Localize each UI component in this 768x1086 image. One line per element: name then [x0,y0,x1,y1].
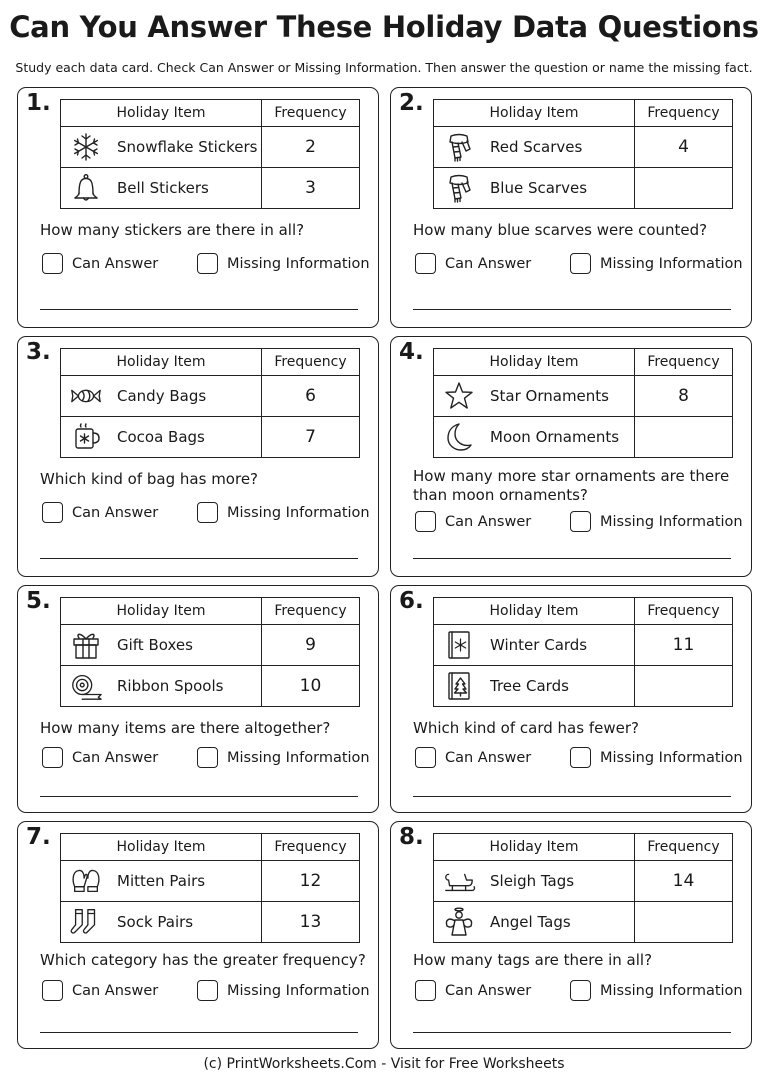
can-answer-checkbox[interactable] [415,980,436,1001]
frequency-cell: 7 [262,417,360,458]
missing-information-option[interactable] [197,980,370,1001]
frequency-cell: 11 [635,625,733,666]
missing-information-option[interactable] [197,253,370,274]
instructions: Study each data card. Check Can Answer or Missing Information. Then answer the question or name the missing fact. [15,60,753,75]
header-holiday-item: Holiday Item [61,349,262,376]
header-frequency: Frequency [262,598,360,625]
item-label: Blue Scarves [490,179,588,197]
missing-information-checkbox[interactable] [570,253,591,274]
header-holiday-item: Holiday Item [61,100,262,127]
can-answer-option[interactable] [42,502,158,523]
missing-information-label: Missing Information [227,749,370,766]
missing-information-option[interactable] [570,253,743,274]
candy-icon [69,380,103,412]
missing-information-checkbox[interactable] [197,980,218,1001]
missing-information-label: Missing Information [227,255,370,272]
item-label: Winter Cards [490,636,588,654]
can-answer-option[interactable] [415,511,531,532]
item-label: Ribbon Spools [117,677,224,695]
can-answer-option[interactable] [42,747,158,768]
item-cell [61,127,262,168]
item-label: Moon Ornaments [490,428,620,446]
table-row [434,127,733,168]
answer-line[interactable] [40,558,358,559]
answer-line[interactable] [413,309,731,310]
table-row [61,168,360,209]
frequency-cell: 13 [262,902,360,943]
can-answer-option[interactable] [42,253,158,274]
cocoa-mug-icon [69,421,103,453]
can-answer-label: Can Answer [72,982,159,999]
frequency-cell: 10 [262,666,360,707]
sleigh-icon [442,865,476,897]
header-holiday-item: Holiday Item [434,100,635,127]
missing-information-option[interactable] [197,747,370,768]
data-card-3 [17,336,379,577]
missing-information-label: Missing Information [600,255,743,272]
missing-information-checkbox[interactable] [570,980,591,1001]
can-answer-label: Can Answer [445,982,532,999]
missing-information-option[interactable] [197,502,370,523]
ribbon-spool-icon [69,670,103,702]
frequency-cell: 14 [635,861,733,902]
can-answer-checkbox[interactable] [415,747,436,768]
table-header-row [61,598,360,625]
item-cell [434,127,635,168]
item-label: Candy Bags [117,387,207,405]
data-table [433,833,733,943]
item-label: Snowflake Stickers [117,138,258,156]
item-cell [61,376,262,417]
answer-line[interactable] [413,558,731,559]
can-answer-label: Can Answer [72,749,159,766]
missing-information-label: Missing Information [227,982,370,999]
can-answer-option[interactable] [415,980,531,1001]
frequency-cell: 12 [262,861,360,902]
scarf-icon [442,131,476,163]
header-frequency: Frequency [262,349,360,376]
table-header-row [61,834,360,861]
item-label: Gift Boxes [117,636,193,654]
missing-information-label: Missing Information [227,504,370,521]
item-label: Tree Cards [490,677,569,695]
bell-icon [69,172,103,204]
header-holiday-item: Holiday Item [434,349,635,376]
can-answer-option[interactable] [415,253,531,274]
can-answer-checkbox[interactable] [415,253,436,274]
header-holiday-item: Holiday Item [434,834,635,861]
moon-icon [442,421,476,453]
angel-icon [442,906,476,938]
item-label: Mitten Pairs [117,872,206,890]
frequency-cell: 2 [262,127,360,168]
table-row [61,625,360,666]
missing-information-option[interactable] [570,511,743,532]
header-frequency: Frequency [262,100,360,127]
question-text: How many more star ornaments are there than moon ornaments? [413,467,730,504]
item-label: Cocoa Bags [117,428,205,446]
table-row [434,168,733,209]
card-number: 7. [26,824,51,850]
table-header-row [61,349,360,376]
missing-information-checkbox[interactable] [570,747,591,768]
item-cell [434,417,635,458]
can-answer-option[interactable] [42,980,158,1001]
question-text: Which category has the greater frequency? [40,951,366,969]
card-number: 2. [399,90,424,116]
data-table [60,99,360,209]
frequency-cell: 8 [635,376,733,417]
tree-card-icon [442,670,476,702]
data-card-5 [17,585,379,813]
data-table [60,348,360,458]
header-frequency: Frequency [635,100,733,127]
answer-line[interactable] [40,309,358,310]
question-text: How many blue scarves were counted? [413,221,708,239]
item-label: Angel Tags [490,913,571,931]
data-table [60,597,360,707]
question-text: Which kind of card has fewer? [413,719,639,737]
data-table [433,348,733,458]
frequency-cell: 9 [262,625,360,666]
header-frequency: Frequency [635,598,733,625]
table-row [434,666,733,707]
page-title: Can You Answer These Holiday Data Questions [9,10,759,44]
header-holiday-item: Holiday Item [61,598,262,625]
frequency-cell [635,902,733,943]
can-answer-checkbox[interactable] [42,253,63,274]
table-row [61,376,360,417]
table-header-row [434,834,733,861]
table-header-row [434,349,733,376]
table-row [434,417,733,458]
frequency-cell: 6 [262,376,360,417]
table-row [434,376,733,417]
data-table [433,99,733,209]
card-number: 3. [26,339,51,365]
can-answer-checkbox[interactable] [42,747,63,768]
question-text: Which kind of bag has more? [40,470,259,488]
can-answer-label: Can Answer [445,749,532,766]
sock-icon [69,906,103,938]
header-holiday-item: Holiday Item [434,598,635,625]
data-card-4 [390,336,752,577]
data-table [433,597,733,707]
header-frequency: Frequency [635,834,733,861]
item-cell [434,861,635,902]
data-card-7 [17,821,379,1049]
frequency-cell: 4 [635,127,733,168]
missing-information-checkbox[interactable] [197,747,218,768]
item-label: Star Ornaments [490,387,609,405]
table-header-row [434,100,733,127]
item-cell [61,902,262,943]
scarf-icon [442,172,476,204]
item-cell [61,168,262,209]
item-cell [434,666,635,707]
table-row [61,666,360,707]
table-header-row [61,100,360,127]
item-cell [61,625,262,666]
winter-card-icon [442,629,476,661]
item-cell [61,666,262,707]
can-answer-label: Can Answer [445,255,532,272]
item-cell [61,417,262,458]
can-answer-checkbox[interactable] [42,980,63,1001]
item-cell [61,861,262,902]
item-cell [434,376,635,417]
missing-information-label: Missing Information [600,513,743,530]
missing-information-checkbox[interactable] [197,253,218,274]
missing-information-option[interactable] [570,747,743,768]
can-answer-label: Can Answer [72,504,159,521]
answer-line[interactable] [413,796,731,797]
missing-information-option[interactable] [570,980,743,1001]
item-label: Sleigh Tags [490,872,575,890]
card-number: 5. [26,588,51,614]
table-row [61,417,360,458]
table-row [434,861,733,902]
snowflake-icon [69,131,103,163]
card-number: 6. [399,588,424,614]
can-answer-checkbox[interactable] [415,511,436,532]
card-number: 4. [399,339,424,365]
table-row [61,861,360,902]
item-cell [434,168,635,209]
data-card-8 [390,821,752,1049]
mitten-icon [69,865,103,897]
can-answer-option[interactable] [415,747,531,768]
frequency-cell: 3 [262,168,360,209]
card-number: 1. [26,90,51,116]
table-row [434,902,733,943]
question-text: How many tags are there in all? [413,951,653,969]
data-card-2 [390,87,752,328]
item-cell [434,625,635,666]
footer: (c) PrintWorksheets.Com - Visit for Free Worksheets [203,1056,565,1072]
item-label: Bell Stickers [117,179,209,197]
can-answer-label: Can Answer [72,255,159,272]
can-answer-checkbox[interactable] [42,502,63,523]
header-holiday-item: Holiday Item [61,834,262,861]
item-cell [434,902,635,943]
table-row [61,902,360,943]
question-text: How many stickers are there in all? [40,221,305,239]
data-table [60,833,360,943]
table-row [434,625,733,666]
answer-line[interactable] [40,796,358,797]
frequency-cell [635,666,733,707]
header-frequency: Frequency [635,349,733,376]
question-text: How many items are there altogether? [40,719,331,737]
missing-information-label: Missing Information [600,982,743,999]
missing-information-checkbox[interactable] [197,502,218,523]
answer-line[interactable] [40,1032,358,1033]
data-card-1 [17,87,379,328]
missing-information-checkbox[interactable] [570,511,591,532]
item-label: Red Scarves [490,138,583,156]
missing-information-label: Missing Information [600,749,743,766]
table-row [61,127,360,168]
frequency-cell [635,168,733,209]
item-label: Sock Pairs [117,913,194,931]
can-answer-label: Can Answer [445,513,532,530]
gift-box-icon [69,629,103,661]
frequency-cell [635,417,733,458]
data-card-6 [390,585,752,813]
star-icon [442,380,476,412]
table-header-row [434,598,733,625]
card-number: 8. [399,824,424,850]
answer-line[interactable] [413,1032,731,1033]
header-frequency: Frequency [262,834,360,861]
